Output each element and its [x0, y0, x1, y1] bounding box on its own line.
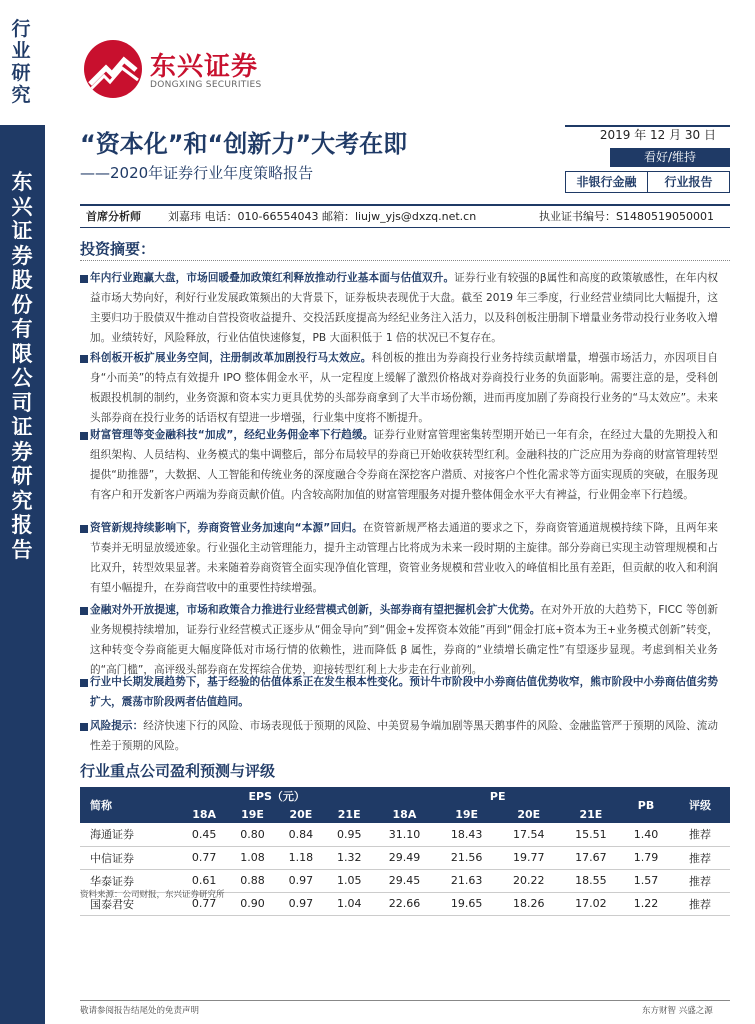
summary-paragraph: 资管新规持续影响下，券商资管业务加速向“本源”回归。在资管新规严格去通道的要求之下，券商资管通道规模持续下降，且两年来节奏并无明显放缓迹象。行业强化主动管理能力，提升主动管理占比将成为未来一段时期的主旋律。部分券商已实现主动管理规模和占比双升，转型效果显著。未来随着券商资管全面实现净值化管理，资管业务规模和营业收入的峰值相比虽有差距，但贡献的收入和利润有望小幅提升，在券商营收中的重要性持续增强。 — [90, 522, 718, 594]
footer-disclaimer: 敬请参阅报告结尾处的免责声明 — [80, 1006, 200, 1016]
col-pe-header: PE — [373, 787, 622, 805]
summary-divider — [80, 260, 730, 261]
bullet-icon — [80, 723, 88, 731]
logo-name: 东兴证券 — [150, 52, 259, 82]
table-row: 中信证券 0.77 1.08 1.18 1.32 29.49 21.56 19.77 17.67 1.79 推荐 — [80, 846, 730, 869]
report-type-label: 行业报告 — [664, 175, 713, 189]
logo-emblem-icon — [84, 40, 142, 98]
col-year-header: 20E — [277, 805, 325, 823]
analyst-bar — [80, 204, 730, 228]
footer-slogan: 东方财智 兴盛之源 — [642, 1006, 713, 1016]
category-box — [565, 171, 730, 193]
bullet-icon — [80, 355, 88, 363]
analyst-label: 首席分析师 — [86, 210, 141, 223]
logo-subtitle: DONGXING SECURITIES — [150, 80, 262, 90]
sidebar-top-text: 行业研究 — [11, 18, 31, 106]
table-row: 华泰证券 0.61 0.88 0.97 1.05 29.45 21.63 20.22 18.55 1.57 推荐 — [80, 869, 730, 892]
col-year-header: 20E — [498, 805, 560, 823]
sidebar-bottom-text: 东兴证券股份有限公司证券研究报告 — [11, 170, 33, 562]
col-year-header: 19E — [436, 805, 498, 823]
report-meta-box — [565, 125, 730, 193]
company-logo — [84, 40, 284, 98]
summary-title: 投资摘要： — [80, 240, 156, 258]
col-year-header: 18A — [180, 805, 228, 823]
summary-paragraph: 金融对外开放提速，市场和政策合力推进行业经营模式创新，头部券商有望把握机会扩大优势。在对外开放的大趋势下，FICC 等创新业务规模持续增加，证券行业经营模式正逐步从“佣金导向”到“佣金+发挥资本效能”再到“佣金打底+资本为王+业务模式创新”转变，这种转变令券商能更大幅度降低对市场行情的依赖性，进而降低 β 属性，券商的“业绩增长确定性”有望逐步显现。考虑到相关业务的“高门槛”，高评级头部券商在发挥综合优势，迎接转型红利上大步走在行业前列。 — [90, 604, 718, 676]
bullet-icon — [80, 679, 88, 687]
col-rating-header: 评级 — [670, 787, 730, 823]
footer-divider — [80, 1000, 730, 1001]
summary-paragraph: 科创板开板扩展业务空间，注册制改革加剧投行马太效应。科创板的推出为券商投行业务持续贡献增量，增强市场活力，亦因项目自身“小而美”的特点有效提升 IPO 整体佣金水平，从一定程度上缓解了激烈价格战对券商投行业务的负面影响。需要注意的是，受科创板跟投机制的制约，业务资源和资本实力更具优势的头部券商拿到了大半市场份额，进而再度加剧了券商投行业务的“马太效应”。未来头部券商在投行业务的话语权有望进一步增强，行业集中度将不断提升。 — [90, 352, 718, 424]
table-row: 海通证券 0.45 0.80 0.84 0.95 31.10 18.43 17.54 15.51 1.40 推荐 — [80, 823, 730, 846]
summary-paragraph: 年内行业跑赢大盘，市场回暖叠加政策红利释放推动行业基本面与估值双升。证券行业有较强的β属性和高度的政策敏感性，在年内权益市场大势向好，利好行业发展政策频出的大背景下，证券板块表现优于大盘。截至 2019 年三季度，行业经营业绩同比大幅提升，这主要归功于股债双牛推动自营投资收益提升、交投活跃度提高为经纪业务注入活力，以及科创板注册制下增量业务带动投行业务收入增加。业绩转好，风险释放，行业估值快速修复，PB 大面积低于 1 倍的状况已不复存在。 — [90, 272, 718, 344]
report-subtitle: ——2020年证券行业年度策略报告 — [80, 164, 314, 182]
report-date: 2019 年 12 月 30 日 — [565, 125, 730, 144]
summary-paragraph: 行业中长期发展趋势下，基于经验的估值体系正在发生根本性变化。预计牛市阶段中小券商估值优势收窄，熊市阶段中小券商估值劣势扩大，震荡市阶段两者估值趋同。 — [90, 676, 718, 708]
col-year-header: 21E — [325, 805, 373, 823]
col-name-header: 简称 — [80, 787, 180, 823]
col-pb-header: PB — [622, 787, 670, 823]
col-year-header: 18A — [373, 805, 435, 823]
bullet-icon — [80, 607, 88, 615]
col-year-header: 19E — [228, 805, 276, 823]
bullet-icon — [80, 275, 88, 283]
table-title: 行业重点公司盈利预测与评级 — [80, 762, 276, 780]
risk-paragraph: 风险提示：经济快速下行的风险、市场表现低于预期的风险、中美贸易争端加剧等黑天鹅事件的风险、金融监管严于预期的风险、流动性差于预期的风险。 — [90, 720, 719, 752]
analyst-cert: 执业证书编号：S1480519050001 — [539, 210, 714, 223]
sidebar — [0, 0, 45, 1024]
rating-badge: 看好/维持 — [610, 148, 730, 167]
analyst-info: 刘嘉玮 电话：010-66554043 邮箱：liujw_yjs@dxzq.net.cn — [168, 210, 477, 223]
table-source: 资料来源：公司财报，东兴证券研究所 — [80, 890, 225, 900]
bullet-icon — [80, 432, 88, 440]
summary-paragraph: 财富管理等变金融科技“加成”，经纪业务佣金率下行趋缓。证券行业财富管理密集转型期开始已一年有余，在经过大量的先期投入和组织架构、人员结构、业务模式的集中调整后，部分布局较早的券商已开始收获转型红利。金融科技的广泛应用为券商的财富管理转型提供“助推器”，大数据、人工智能和传统业务的深度融合令券商在深挖客户潜质、对接客户个性化需求等方面实现质的突破，在服务现有客户和开发新客户两端为券商贡献价值。内含较高附加值的财富管理服务对提升整体佣金水平大有裨益，行业佣金率下行趋缓。 — [90, 429, 718, 501]
bullet-icon — [80, 525, 88, 533]
sidebar-top — [0, 0, 45, 125]
table-row: 国泰君安 0.77 0.90 0.97 1.04 22.66 19.65 18.26 17.02 1.22 推荐 — [80, 892, 730, 915]
col-year-header: 21E — [560, 805, 622, 823]
report-title: “资本化”和“创新力”大考在即 — [80, 130, 408, 158]
category-label: 非银行金融 — [566, 172, 648, 192]
col-eps-header: EPS（元） — [180, 787, 373, 805]
sidebar-bottom — [0, 125, 45, 1024]
